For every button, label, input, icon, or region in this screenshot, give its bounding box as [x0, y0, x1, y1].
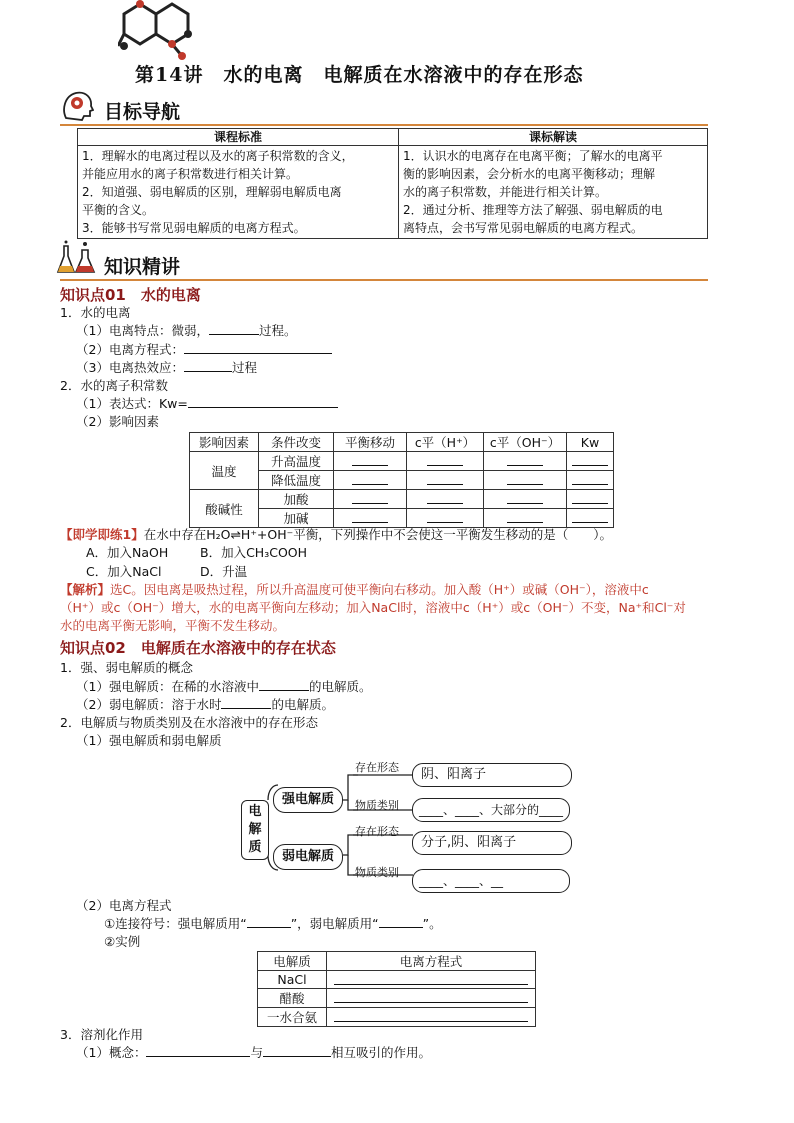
label-existence-form: 存在形态	[355, 761, 399, 774]
kp1-item-1: 1．水的电离	[60, 305, 131, 320]
fill-blank[interactable]	[184, 341, 332, 354]
label-existence-form: 存在形态	[355, 825, 399, 838]
text: 相互吸引的作用。	[330, 1045, 431, 1060]
label-substance-class: 物质类别	[355, 866, 399, 879]
blank-cell[interactable]	[334, 490, 407, 509]
objective-line: 衡的影响因素，会分析水的电离平衡移动；理解	[403, 167, 656, 181]
brain-head-icon	[60, 88, 94, 122]
blank-cell[interactable]	[567, 452, 614, 471]
objectives-col1-cell	[78, 146, 399, 239]
section-divider	[60, 124, 708, 126]
page-title: 第14讲 水的电离 电解质在水溶液中的存在形态	[135, 64, 584, 86]
kp2-item-1b	[76, 696, 334, 714]
text: 电解质	[248, 804, 262, 855]
objective-line: 1．认识水的电离存在电离平衡；了解水的电离平	[403, 149, 663, 163]
kp1-item-2b: （2）影响因素	[76, 414, 159, 429]
blank-cell[interactable]	[567, 471, 614, 490]
text: ”。	[422, 916, 442, 931]
practice-tag: 【即学即练1】	[60, 527, 144, 542]
blank-cell[interactable]	[567, 509, 614, 528]
fill-blank[interactable]	[263, 1044, 331, 1057]
objectives-col2-cell	[399, 146, 708, 239]
flask-icon	[56, 240, 98, 278]
fill-blank[interactable]	[259, 678, 309, 691]
section-divider	[60, 279, 708, 281]
blank-cell[interactable]	[407, 509, 484, 528]
section-heading-knowledge: 知识精讲	[104, 256, 181, 278]
electrolyte-cell: 醋酸	[258, 989, 327, 1008]
blank-cell[interactable]	[484, 490, 567, 509]
blank-cell[interactable]	[484, 452, 567, 471]
blank-cell[interactable]	[484, 471, 567, 490]
table-header: 条件改变	[259, 433, 334, 452]
electrolyte-cell: NaCl	[258, 971, 327, 989]
blank-cell[interactable]	[334, 452, 407, 471]
analysis	[60, 581, 750, 635]
kp1-item-1b	[76, 341, 332, 359]
text: 的电解质。	[271, 697, 334, 712]
objective-line: 1．理解水的电离过程以及水的离子积常数的含义，	[82, 149, 354, 163]
kp2-item-2: 2．电解质与物质类别及在水溶液中的存在形态	[60, 715, 318, 730]
kp2-item-1a	[76, 678, 371, 696]
blank-cell[interactable]	[407, 471, 484, 490]
strong-form-box: 阴、阳离子	[412, 763, 572, 787]
kp1-item-2a	[76, 395, 338, 413]
objective-line: 3．能够书写常见弱电解质的电离方程式。	[82, 221, 306, 235]
text: ①连接符号：强电解质用“	[104, 916, 247, 931]
practice-question	[60, 526, 612, 544]
text: 水的电离平衡无影响，平衡不发生移动。	[60, 618, 286, 633]
blank-cell[interactable]	[484, 509, 567, 528]
text: 选C。因电离是吸热过程，所以升高温度可使平衡向右移动。加入酸（H⁺）或碱（OH⁻），溶液中c	[110, 582, 649, 597]
text: （1）概念：	[76, 1045, 147, 1060]
kp2-item-2a: （1）强电解质和弱电解质	[76, 733, 222, 748]
table-header: 影响因素	[190, 433, 259, 452]
kp2-item-2b2: ②实例	[104, 934, 141, 949]
objectives-table	[77, 128, 708, 239]
strong-class-box[interactable]: ____、____、大部分的____	[412, 798, 570, 822]
molecule-logo-icon	[118, 0, 198, 62]
table-header: 电解质	[258, 952, 327, 971]
kp2-item-1: 1．强、弱电解质的概念	[60, 660, 193, 675]
blank-cell[interactable]	[407, 490, 484, 509]
section-heading-objectives: 目标导航	[104, 101, 181, 123]
kp2-title: 知识点02 电解质在水溶液中的存在状态	[60, 639, 336, 657]
text: ”，弱电解质用“	[290, 916, 379, 931]
label-substance-class: 物质类别	[355, 799, 399, 812]
objectives-col1-header: 课程标准	[78, 129, 399, 146]
diagram-root-electrolyte	[241, 800, 269, 860]
fill-blank[interactable]	[188, 395, 338, 408]
condition-cell: 升高温度	[259, 452, 334, 471]
text: 与	[250, 1045, 263, 1060]
electrolyte-cell: 一水合氨	[258, 1008, 327, 1027]
kp2-item-3a	[76, 1044, 431, 1062]
text: （2）电离方程式：	[76, 342, 184, 357]
text: （1）强电解质：在稀的水溶液中	[76, 679, 259, 694]
text: 在水中存在H₂O⇌H⁺+OH⁻平衡，下列操作中不会使这一平衡发生移动的是（ ）。	[143, 527, 612, 542]
text: （2）弱电解质：溶于水时	[76, 697, 222, 712]
kp2-item-2b: （2）电离方程式	[76, 898, 172, 913]
diagram-strong-electrolyte: 强电解质	[273, 787, 343, 813]
fill-blank[interactable]	[146, 1044, 250, 1057]
text: （1）表达式：Kw=	[76, 396, 188, 411]
equation-blank[interactable]	[327, 989, 536, 1008]
objective-line: 平衡的含义。	[82, 203, 155, 217]
diagram-weak-electrolyte: 弱电解质	[273, 844, 343, 870]
text: 过程。	[258, 323, 297, 338]
fill-blank[interactable]	[221, 696, 271, 709]
analysis-tag: 【解析】	[60, 582, 111, 597]
blank-cell[interactable]	[334, 471, 407, 490]
objectives-col2-header: 课标解读	[399, 129, 708, 146]
table-header: 电离方程式	[327, 952, 536, 971]
condition-cell: 降低温度	[259, 471, 334, 490]
condition-cell: 加酸	[259, 490, 334, 509]
option-b[interactable]: B．加入CH₃COOH	[200, 545, 308, 560]
row-label: 酸碱性	[190, 490, 259, 528]
condition-cell: 加碱	[259, 509, 334, 528]
kp1-title: 知识点01 水的电离	[60, 286, 201, 304]
blank-cell[interactable]	[567, 490, 614, 509]
objective-line: 水的离子积常数，并能进行相关计算。	[403, 185, 608, 199]
text: 过程	[231, 360, 257, 375]
text: （1）电离特点：微弱，	[76, 323, 209, 338]
kp1-item-1a	[76, 322, 296, 340]
kp2-item-2b1	[104, 915, 442, 933]
kp1-item-2: 2．水的离子积常数	[60, 378, 168, 393]
text: （3）电离热效应：	[76, 360, 184, 375]
table-header: 平衡移动	[334, 433, 407, 452]
text: 的电解质。	[308, 679, 372, 694]
kp1-item-1c	[76, 359, 257, 377]
fill-blank[interactable]	[247, 915, 291, 928]
weak-form-box: 分子,阴、阳离子	[412, 831, 572, 855]
ionization-equation-table	[257, 951, 536, 1027]
objective-line: 并能应用水的离子积常数进行相关计算。	[82, 167, 299, 181]
table-header: c平（H⁺）	[407, 433, 484, 452]
option-c[interactable]: C．加入NaCl	[86, 564, 162, 579]
fill-blank[interactable]	[209, 322, 259, 335]
equation-blank[interactable]	[327, 1008, 536, 1027]
blank-cell[interactable]	[407, 452, 484, 471]
table-header: c平（OH⁻）	[484, 433, 567, 452]
kp2-item-3: 3．溶剂化作用	[60, 1027, 143, 1042]
influence-table	[189, 432, 614, 528]
equation-blank[interactable]	[327, 971, 536, 989]
objective-line: 2．通过分析、推理等方法了解强、弱电解质的电	[403, 203, 663, 217]
objective-line: 离特点，会书写常见弱电解质的电离方程式。	[403, 221, 644, 235]
option-d[interactable]: D．升温	[200, 564, 248, 579]
fill-blank[interactable]	[379, 915, 423, 928]
objective-line: 2．知道强、弱电解质的区别，理解弱电解质电离	[82, 185, 342, 199]
blank-cell[interactable]	[334, 509, 407, 528]
fill-blank[interactable]	[184, 359, 232, 372]
text: （H⁺）或c（OH⁻）增大，水的电离平衡向左移动；加入NaCl时，溶液中c（H⁺）或c（OH⁻）不变，Na⁺和Cl⁻对	[60, 600, 686, 615]
weak-class-box[interactable]: ____、____、__	[412, 869, 570, 893]
row-label: 温度	[190, 452, 259, 490]
table-header: Kw	[567, 433, 614, 452]
option-a[interactable]: A．加入NaOH	[86, 545, 169, 560]
